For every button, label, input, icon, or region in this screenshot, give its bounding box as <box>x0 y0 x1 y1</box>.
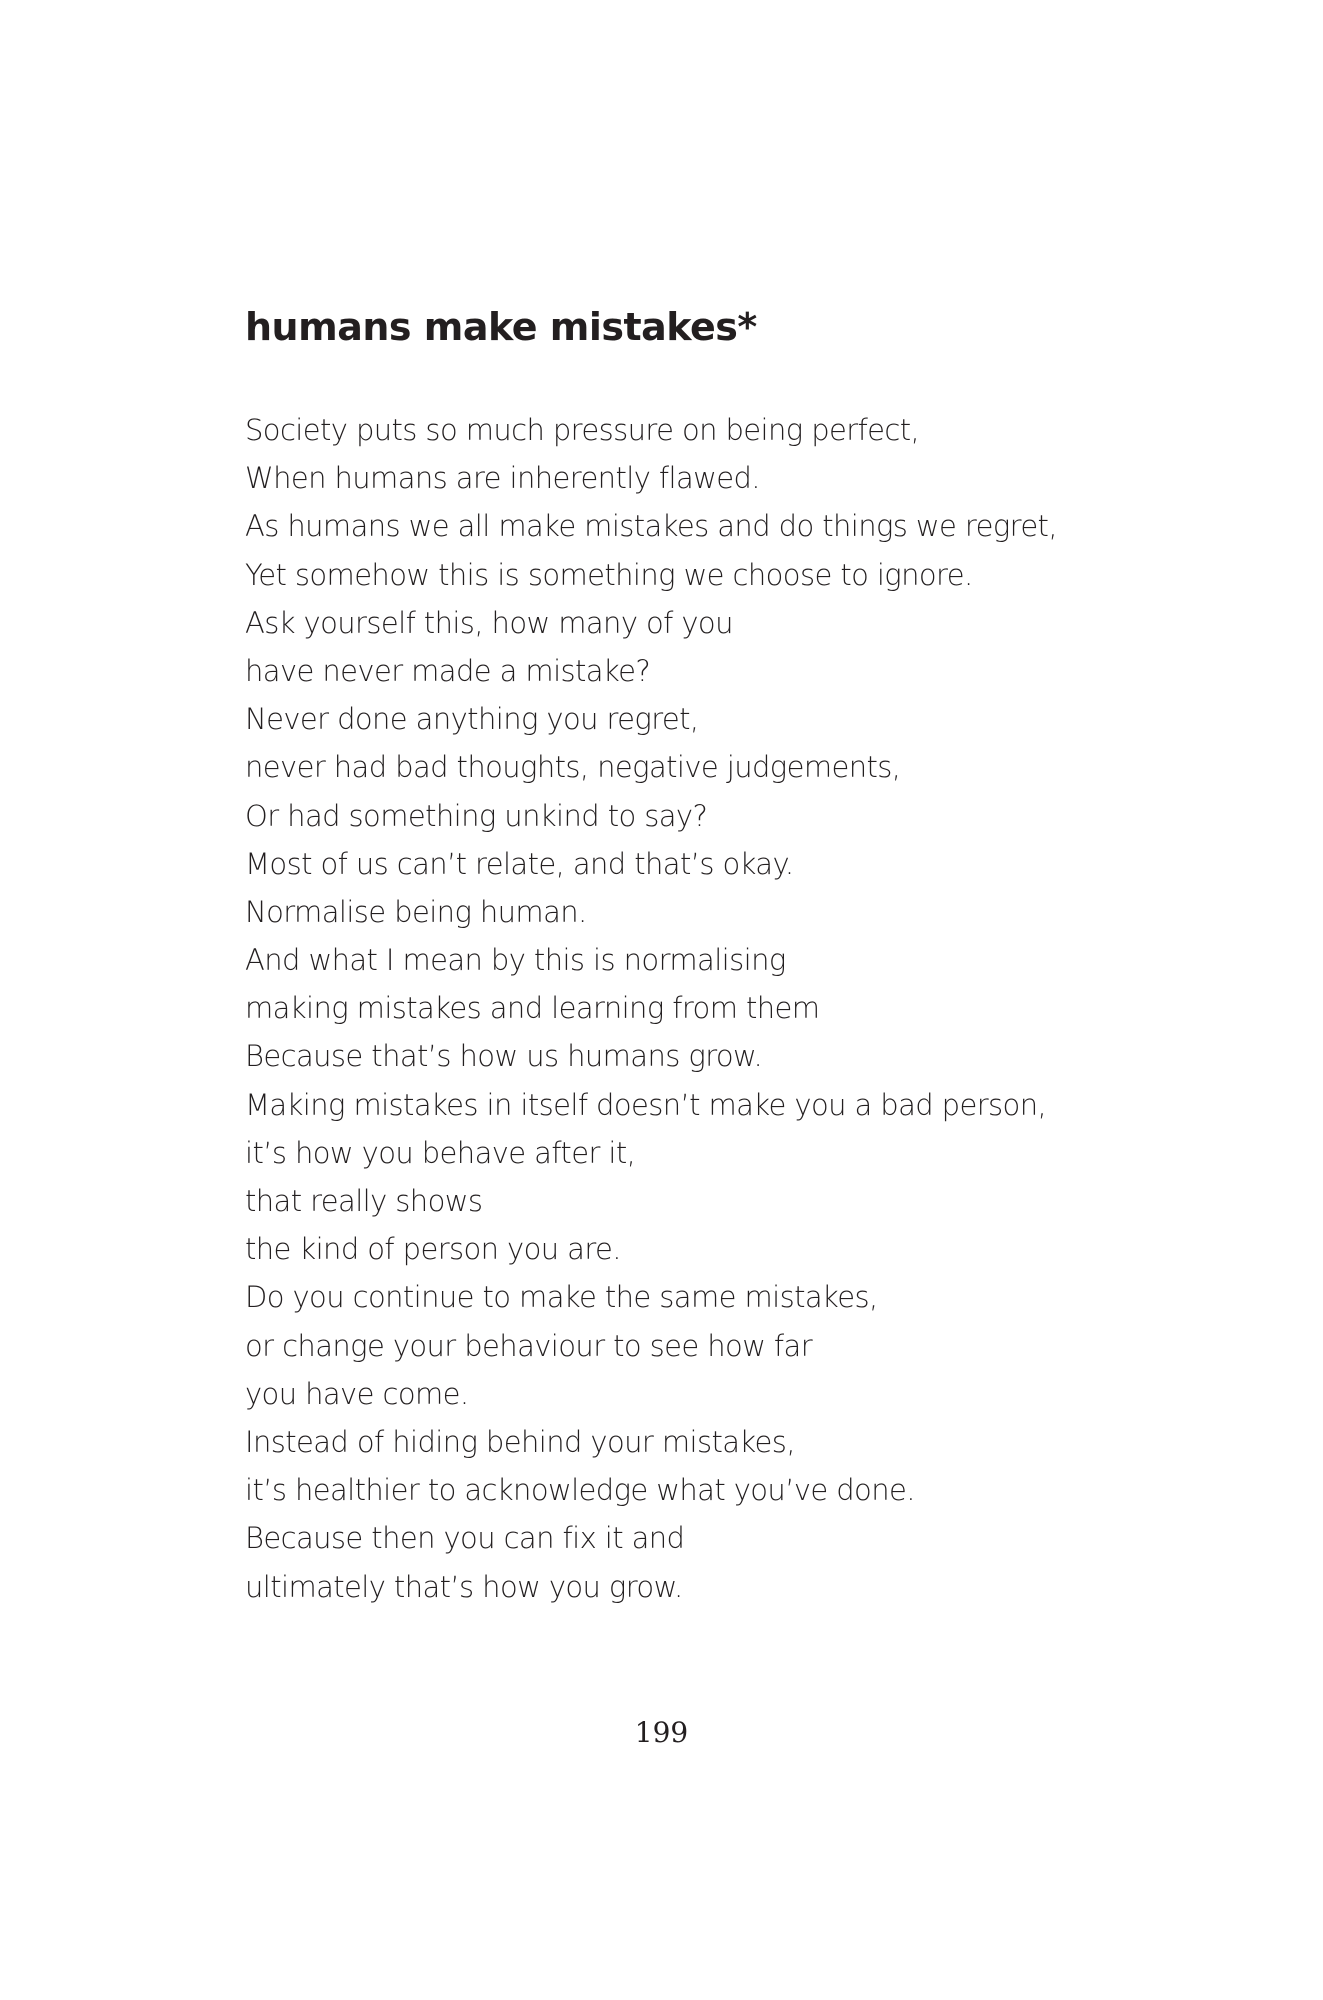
poem-line: have never made a mistake? <box>245 653 651 688</box>
poem-line: Making mistakes in itself doesn’t make you a bad person, <box>245 1087 1047 1122</box>
poem-line: it’s healthier to acknowledge what you’ve done. <box>245 1473 915 1508</box>
page-number: 199 <box>634 1716 689 1749</box>
poem-line: When humans are inherently flawed. <box>245 461 760 496</box>
poem-line: Or had something unkind to say? <box>245 798 708 833</box>
poem-line: that really shows <box>245 1184 483 1218</box>
poem-line: Ask yourself this, how many of you <box>245 605 733 640</box>
poem-line: or change your behaviour to see how far <box>245 1328 813 1363</box>
poem-line: Never done anything you regret, <box>245 702 699 737</box>
poem-line: you have come. <box>245 1376 469 1411</box>
poem-line: Because that’s how us humans grow. <box>245 1039 763 1074</box>
poem-line: Instead of hiding behind your mistakes, <box>245 1424 795 1459</box>
poem-body <box>245 406 1145 1611</box>
poem-line: Because then you can fix it and <box>245 1521 685 1556</box>
poem-line: And what I mean by this is normalising <box>245 943 786 978</box>
poem-line: Normalise being human. <box>245 894 587 929</box>
poem-line: never had bad thoughts, negative judgements, <box>245 750 901 785</box>
poem-line: Most of us can’t relate, and that’s okay. <box>245 846 794 881</box>
poem-line: the kind of person you are. <box>245 1232 621 1267</box>
poem-line: it’s how you behave after it, <box>245 1135 636 1170</box>
poem-line: Yet somehow this is something we choose to ignore. <box>245 557 973 592</box>
poem-title: humans make mistakes* <box>245 305 757 349</box>
poem-line: making mistakes and learning from them <box>245 991 820 1026</box>
poem-line: Society puts so much pressure on being perfect, <box>245 413 920 447</box>
poem-line: As humans we all make mistakes and do things we regret, <box>245 509 1057 544</box>
poem-line: ultimately that’s how you grow. <box>245 1569 683 1604</box>
poem-line: Do you continue to make the same mistakes, <box>245 1280 878 1315</box>
